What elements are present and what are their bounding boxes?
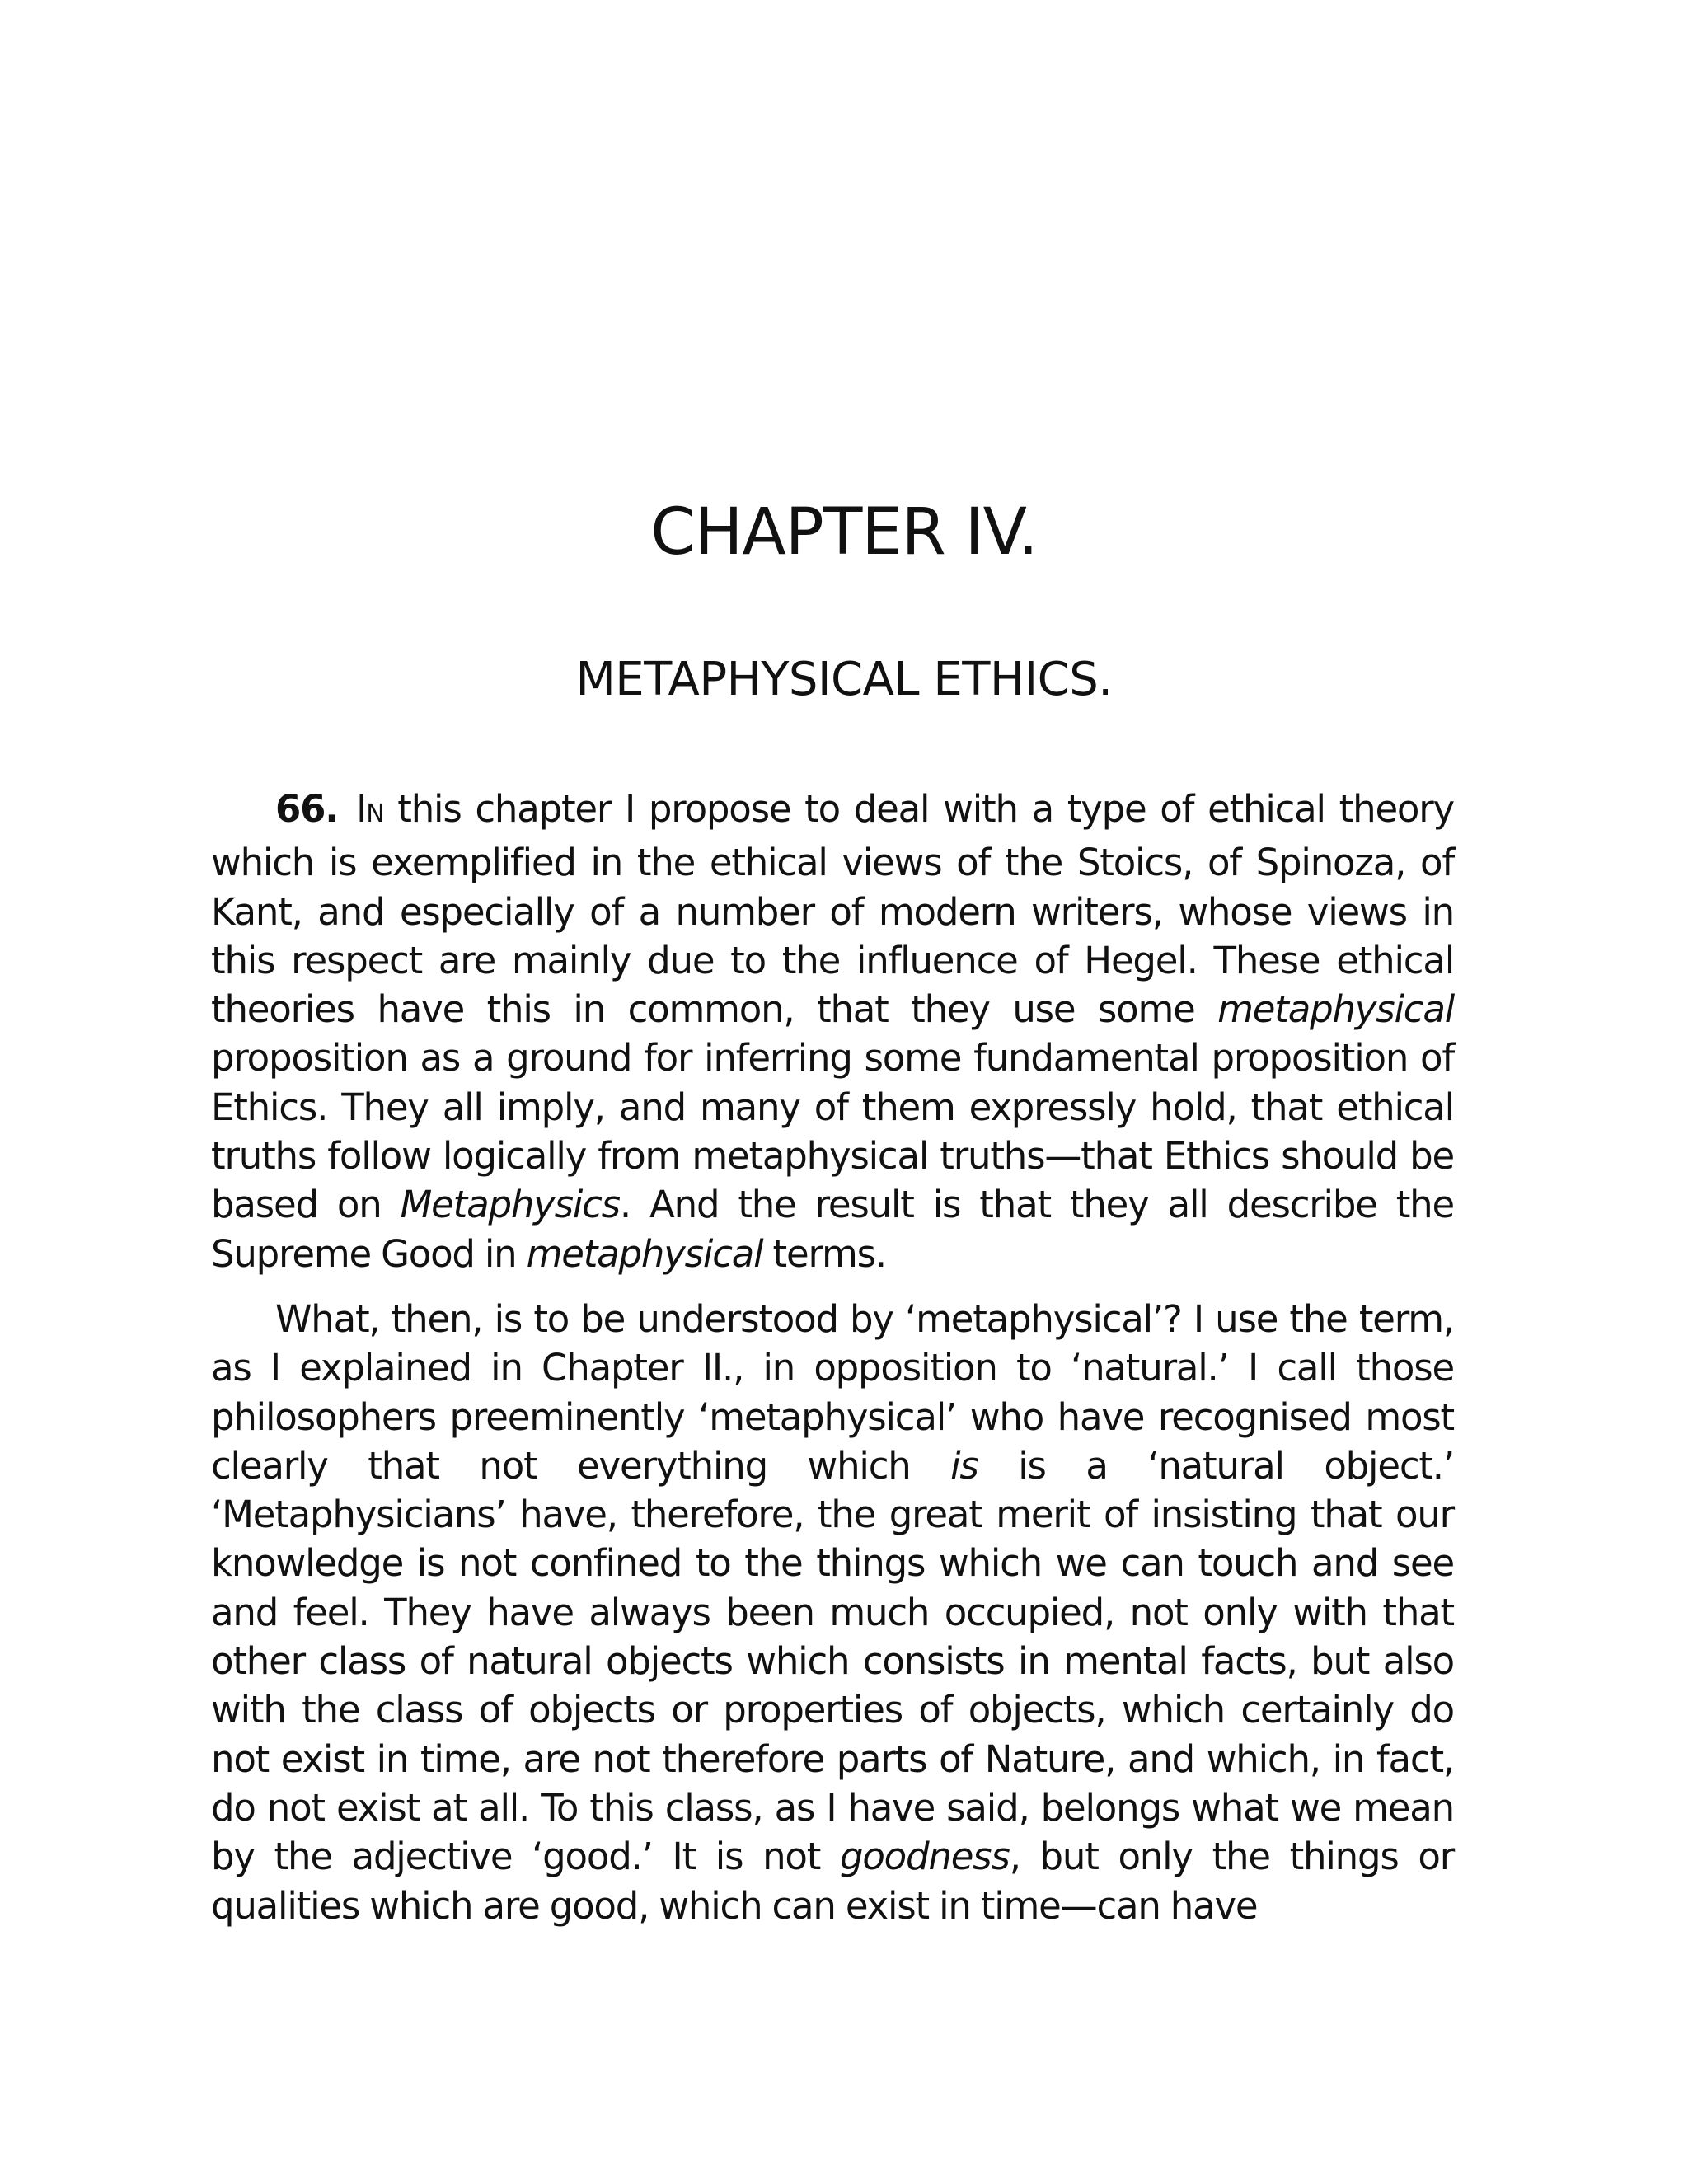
paragraph-section-66 [211, 785, 1454, 1278]
paragraph-metaphysical [211, 1295, 1454, 1930]
italic-term: metaphysical [526, 1231, 763, 1276]
paragraph-text: terms. [762, 1231, 886, 1276]
italic-term: goodness [839, 1835, 1010, 1879]
paragraph-text: proposition as a ground for inferring some fundamental proposition of Ethics. They all imply, and many of them expressly hold, that ethical truths follow logically from metaphysical truths—that Ethics should be based on [211, 1036, 1454, 1227]
dropcap-small-caps: N [366, 799, 384, 828]
chapter-subtitle: METAPHYSICAL ETHICS. [575, 653, 1113, 706]
italic-term: Metaphysics [400, 1183, 620, 1227]
paragraph-text: . And the result is that they all describe the Supreme Good in [211, 1183, 1454, 1276]
paragraph-text: What, then, is to be understood by ‘metaphysical’? I use the term, as I explained in Chapter II., in opposition to ‘natural.’ I call those philosophers preeminently ‘metaphysical’ who have recognised most clearly that not everything which [211, 1296, 1454, 1488]
chapter-heading: CHAPTER IV. [650, 495, 1038, 569]
paragraph-text: this chapter I propose to deal with a type of ethical theory which is exemplified in the ethical views of the Stoics, of Spinoza, of Kant, and especially of a number of modern writers, whose views in this respect are mainly due to the influence of Hegel. These ethical theories have this in common, that they use some [211, 787, 1454, 1032]
paragraph-text: is a ‘natural object.’ ‘Metaphysicians’ have, therefore, the great merit of insisting that our knowledge is not confined to the things which we can touch and see and feel. They have always been much occupied, not only with that other class of natural objects which consists in mental facts, but also with the class of objects or properties of objects, which certainly do not exist in time, are not therefore parts of Nature, and which, in fact, do not exist at all. To this class, as I have said, belongs what we mean by the adjective ‘good.’ It is not [211, 1443, 1455, 1879]
italic-term: is [950, 1443, 978, 1488]
italic-term: metaphysical [1217, 987, 1454, 1032]
dropcap-first-letter: I [356, 787, 367, 831]
body-text [211, 785, 1454, 1947]
paragraph-text: , but only the things or qualities which are good, which can exist in time—can have [211, 1835, 1454, 1928]
section-number: 66. [275, 787, 339, 831]
